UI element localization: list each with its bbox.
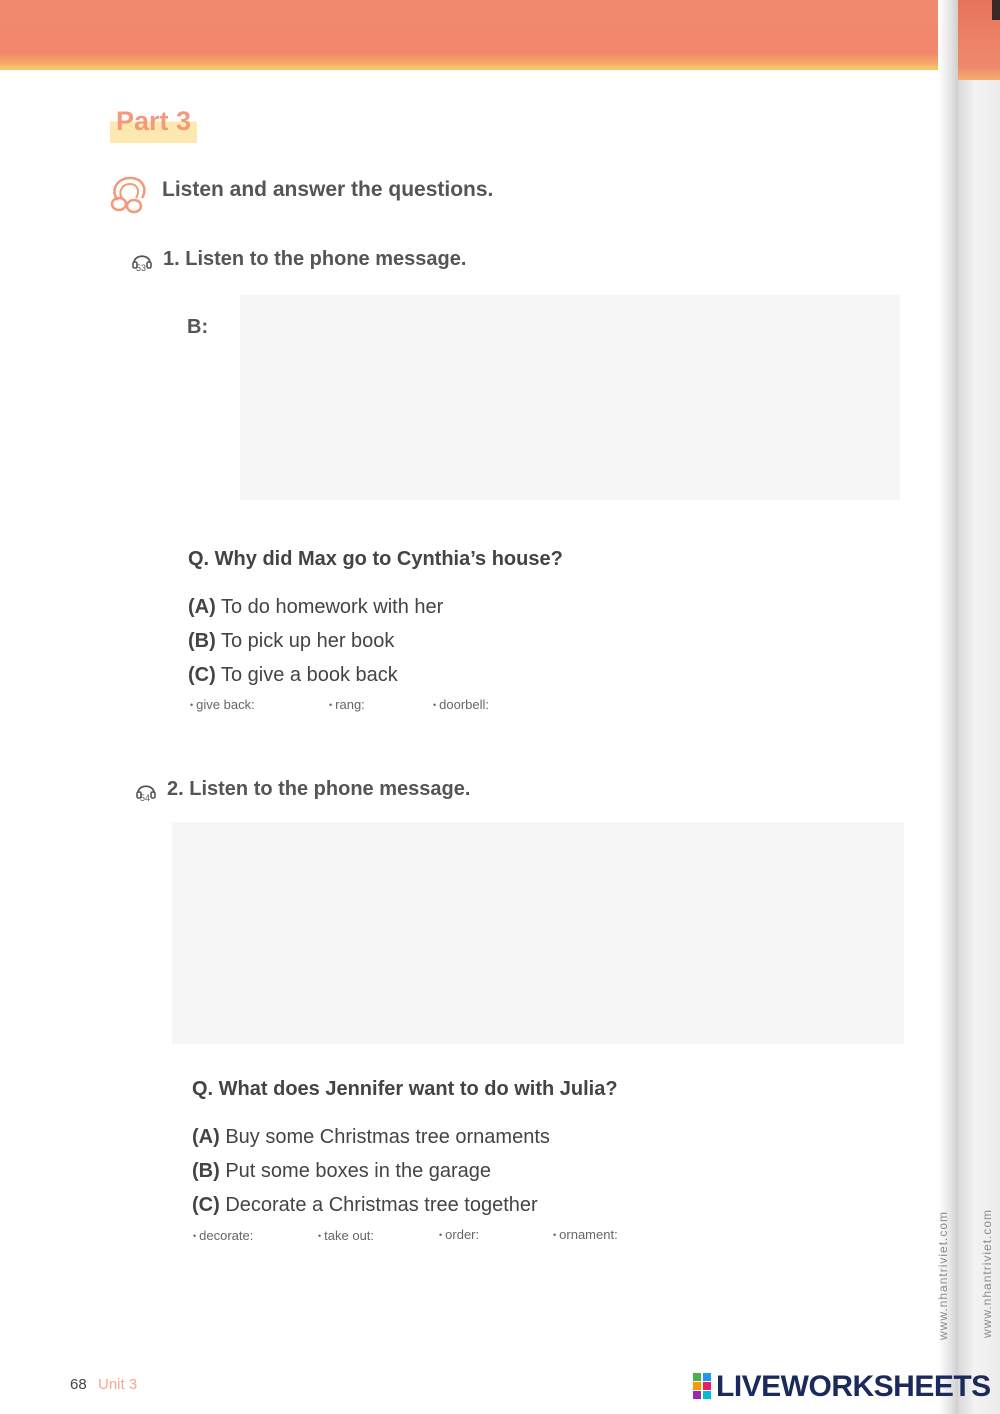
option-c[interactable] [188,664,398,687]
question-1-heading: 1. Listen to the phone message. [163,248,467,270]
vocab-item: • take out: [318,1228,375,1243]
track-number: 53 [136,263,147,273]
option-c[interactable] [192,1194,538,1217]
vocab-item: • decorate: [193,1228,254,1243]
brand-name: LIVEWORKSHEETS [716,1370,991,1403]
option-text: To pick up her book [220,630,395,652]
unit-label: Unit 3 [98,1376,138,1393]
liveworksheets-logo-icon [693,1373,711,1399]
option-b[interactable] [188,630,394,653]
next-page-edge [958,0,1000,1414]
listen-icon [108,174,150,214]
option-text: Put some boxes in the garage [225,1160,492,1182]
vocab-item: • order: [439,1227,480,1242]
page-number: 68 [70,1376,87,1393]
answer-input-area[interactable] [240,295,900,500]
part-title: Part 3 [110,104,197,143]
vocab-item: • ornament: [553,1227,618,1242]
page-gutter-shadow [938,0,958,1414]
option-letter: (A) [188,596,216,618]
track-number: 54 [140,793,151,803]
option-letter: (A) [192,1126,220,1148]
option-text: Buy some Christmas tree ornaments [225,1126,550,1148]
header-band-stripe [0,66,960,70]
option-b[interactable] [192,1160,491,1183]
instruction-text: Listen and answer the questions. [162,178,494,201]
vocab-item: • give back: [190,697,255,712]
option-a[interactable] [192,1126,550,1149]
option-text: To give a book back [220,664,398,686]
answer-input-area[interactable] [172,822,904,1044]
option-text: To do homework with her [220,596,444,618]
option-letter: (C) [192,1194,220,1216]
option-letter: (C) [188,664,216,686]
speaker-label: B: [187,316,209,338]
option-a[interactable] [188,596,443,619]
watermark-text: www.nhantriviet.com [936,1210,950,1340]
option-letter: (B) [188,630,216,652]
vocab-item: • doorbell: [433,697,490,712]
option-text: Decorate a Christmas tree together [225,1194,538,1216]
question-2-heading: 2. Listen to the phone message. [167,778,471,800]
book-corner [992,0,1000,20]
vocab-item: • rang: [329,697,365,712]
question-1-text: Q. Why did Max go to Cynthia’s house? [188,548,563,570]
watermark-text: www.nhantriviet.com [980,1208,994,1338]
question-2-text: Q. What does Jennifer want to do with Julia? [192,1078,618,1100]
header-band [0,0,960,66]
option-letter: (B) [192,1160,220,1182]
